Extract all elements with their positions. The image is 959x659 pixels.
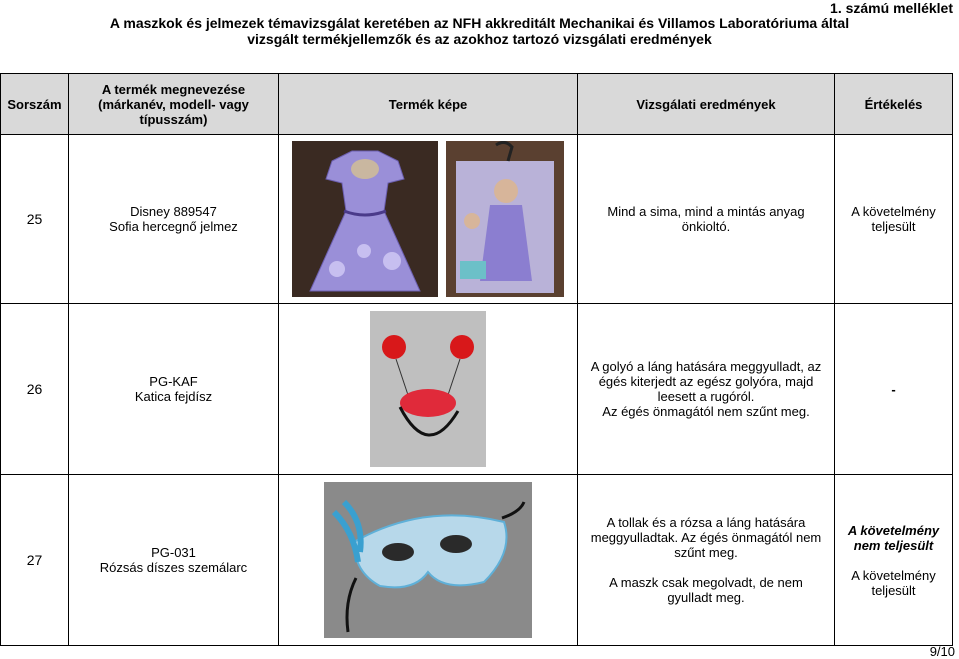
dress-photo [292,141,438,297]
packaged-costume-photo [446,141,564,297]
table-row [1,475,953,646]
results-table [0,73,953,646]
result-line: önkioltó. [681,219,731,234]
header-num: Sorszám [1,74,69,135]
test-result [578,475,835,646]
header-eval: Értékelés [835,74,953,135]
result-spacer [582,560,830,575]
evaluation [835,135,953,304]
result-line: égés kiterjedt az egész golyóra, majd [598,374,814,389]
product-name [69,304,279,475]
evaluation [835,304,953,475]
eval-line-emph: nem teljesült [853,537,934,553]
result-line: szűnt meg. [674,545,738,560]
product-title: Rózsás díszes szemálarc [99,560,248,575]
product-brand: PG-KAF [149,374,198,389]
eval-line: - [891,381,896,397]
product-image-cell [279,304,578,475]
title-line-2: vizsgált termékjellemzők és az azokhoz tartozó vizsgálati eredmények [247,31,712,47]
eval-line-emph: A követelmény [847,522,940,538]
product-image-cell [279,475,578,646]
result-line: A maszk csak megolvadt, de nem [609,575,803,590]
result-line: gyulladt meg. [667,590,745,605]
ladybug-headband-photo [370,311,486,467]
evaluation [835,475,953,646]
product-name [69,135,279,304]
eval-line: teljesült [871,582,916,598]
test-result [578,304,835,475]
result-line: A tollak és a rózsa a láng hatására [606,515,806,530]
row-number: 25 [1,135,69,304]
result-line: A golyó a láng hatására meggyulladt, az [590,359,822,374]
header-image: Termék képe [279,74,578,135]
annex-label: 1. számú melléklet [830,0,953,16]
table-header-row [1,74,953,135]
eval-spacer [839,553,948,568]
header-results: Vizsgálati eredmények [578,74,835,135]
feather-mask-photo [324,482,532,638]
product-brand: PG-031 [151,545,196,560]
eval-line: teljesült [871,219,916,234]
row-number: 26 [1,304,69,475]
table-row [1,304,953,475]
header-name: A termék megnevezése (márkanév, modell- vagy típusszám) [69,74,279,135]
row-number: 27 [1,475,69,646]
document-title [0,15,959,47]
product-title: Sofia hercegnő jelmez [109,219,238,234]
product-name [69,475,279,646]
product-image-cell [279,135,578,304]
result-line: Az égés önmagától nem szűnt meg. [602,404,810,419]
eval-line: A követelmény [851,204,936,219]
result-line: leesett a rugóról. [657,389,755,404]
table-row [1,135,953,304]
product-brand: Disney 889547 [130,204,217,219]
result-line: Mind a sima, mind a mintás anyag [607,204,805,219]
eval-line: A követelmény [851,567,936,583]
product-title: Katica fejdísz [134,389,213,404]
test-result [578,135,835,304]
title-line-1: A maszkok és jelmezek témavizsgálat keretében az NFH akkreditált Mechanikai és Villamos Laboratóriuma által [109,15,850,31]
page-number: 9/10 [929,644,955,659]
result-line: meggyulladtak. Az égés önmagától nem [590,530,822,545]
